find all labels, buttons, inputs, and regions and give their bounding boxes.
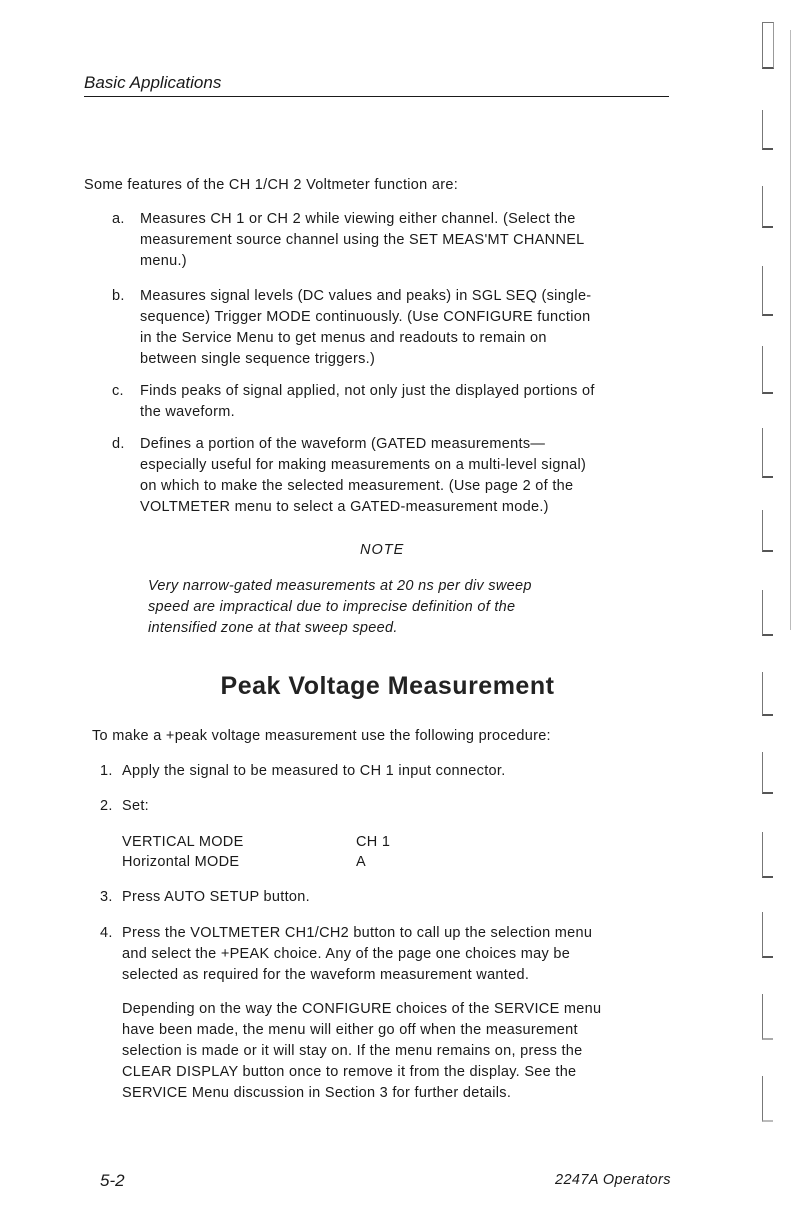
list-marker: d.	[112, 436, 125, 452]
text-line: between single sequence triggers.)	[140, 351, 376, 367]
tab-mark	[762, 1076, 773, 1122]
section-intro: To make a +peak voltage measurement use the following procedure:	[92, 728, 551, 744]
text-line: intensified zone at that sweep speed.	[148, 620, 398, 636]
tab-mark	[762, 994, 773, 1040]
header-title: Basic Applications	[84, 73, 222, 92]
list-item-text	[140, 209, 585, 272]
list-item	[112, 209, 682, 272]
setting-value: A	[356, 854, 366, 870]
tab-mark	[762, 428, 773, 478]
text-line: and select the +PEAK choice. Any of the page one choices may be	[122, 946, 571, 962]
tab-mark	[762, 832, 773, 878]
list-item	[112, 381, 682, 423]
text-line: especially useful for making measurements on a multi-level signal)	[140, 457, 587, 473]
setting-label: Horizontal MODE	[122, 854, 240, 870]
page-header	[84, 72, 669, 97]
text-line: Measures signal levels (DC values and peaks) in SGL SEQ (single-	[140, 288, 592, 304]
text-line: CLEAR DISPLAY button once to remove it from the display. See the	[122, 1064, 577, 1080]
text-line: Set:	[122, 798, 149, 814]
text-line: VOLTMETER menu to select a GATED-measurement mode.)	[140, 499, 549, 515]
text-line: have been made, the menu will either go off when the measurement	[122, 1022, 578, 1038]
text-line: Measures CH 1 or CH 2 while viewing either channel. (Select the	[140, 211, 576, 227]
tab-mark	[762, 346, 773, 394]
list-item-text	[140, 434, 586, 518]
step-item	[100, 923, 700, 986]
intro-text: Some features of the CH 1/CH 2 Voltmeter function are:	[84, 177, 459, 193]
step-number: 3.	[100, 889, 113, 905]
text-line: in the Service Menu to get menus and readouts to remain on	[140, 330, 547, 346]
list-item	[112, 286, 682, 370]
step-text	[122, 923, 592, 986]
step-number: 1.	[100, 763, 113, 779]
text-line: Finds peaks of signal applied, not only just the displayed portions of	[140, 383, 595, 399]
manual-name: 2247A Operators	[555, 1172, 671, 1188]
step-text	[122, 887, 310, 908]
tab-mark	[762, 22, 774, 69]
page-edge-line	[790, 30, 791, 630]
step-item	[100, 761, 700, 782]
list-marker: a.	[112, 211, 125, 227]
text-line: SERVICE Menu discussion in Section 3 for further details.	[122, 1085, 512, 1101]
tab-mark	[762, 590, 773, 636]
text-line: the waveform.	[140, 404, 235, 420]
setting-label: VERTICAL MODE	[122, 834, 244, 850]
step-text	[122, 761, 506, 782]
list-item-text	[140, 381, 595, 423]
step-text	[122, 796, 149, 817]
text-line: sequence) Trigger MODE continuously. (Use CONFIGURE function	[140, 309, 591, 325]
setting-value: CH 1	[356, 834, 391, 850]
text-line: Defines a portion of the waveform (GATED measurements—	[140, 436, 546, 452]
tab-mark	[762, 912, 773, 958]
settings-row	[122, 852, 366, 873]
tab-mark	[762, 752, 773, 794]
text-line: selection is made or it will stay on. If the menu remains on, press the	[122, 1043, 583, 1059]
text-line: speed are impractical due to imprecise definition of the	[148, 599, 516, 615]
followup-paragraph	[122, 999, 697, 1104]
text-line: Very narrow-gated measurements at 20 ns per div sweep	[148, 578, 532, 594]
text-line: on which to make the selected measurement. (Use page 2 of the	[140, 478, 574, 494]
text-line: Apply the signal to be measured to CH 1 input connector.	[122, 763, 506, 779]
step-number: 4.	[100, 925, 113, 941]
text-line: measurement source channel using the SET MEAS'MT CHANNEL	[140, 232, 585, 248]
note-body	[148, 576, 638, 639]
list-marker: c.	[112, 383, 124, 399]
section-title: Peak Voltage Measurement	[220, 672, 555, 700]
tab-mark	[762, 672, 773, 716]
list-item-text	[140, 286, 591, 370]
tab-mark	[762, 510, 773, 552]
tab-mark	[762, 266, 773, 316]
tab-mark	[762, 186, 773, 228]
tab-mark	[762, 110, 773, 150]
text-line: Press the VOLTMETER CH1/CH2 button to call up the selection menu	[122, 925, 593, 941]
text-line: menu.)	[140, 253, 187, 269]
list-item	[112, 434, 682, 518]
text-line: selected as required for the waveform measurement wanted.	[122, 967, 530, 983]
list-marker: b.	[112, 288, 125, 304]
text-line: Depending on the way the CONFIGURE choices of the SERVICE menu	[122, 1001, 602, 1017]
step-item	[100, 887, 700, 908]
step-item	[100, 796, 700, 817]
settings-row	[122, 832, 391, 853]
step-number: 2.	[100, 798, 113, 814]
page-number: 5-2	[100, 1171, 125, 1190]
note-title: NOTE	[360, 542, 405, 558]
text-line: Press AUTO SETUP button.	[122, 889, 310, 905]
